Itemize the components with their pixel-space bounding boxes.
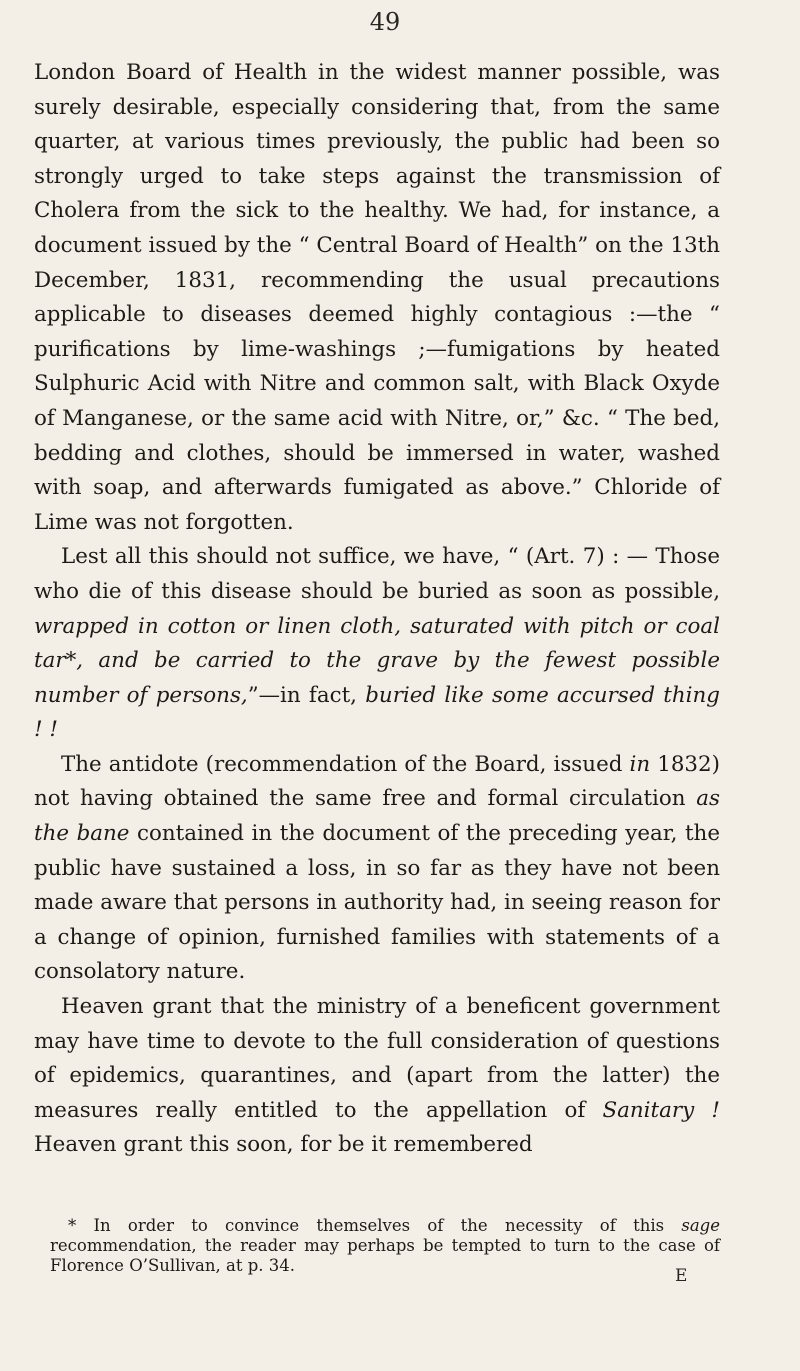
text-segment: Lest all this should not suffice, we have, “ (Art. 7) : — Those who die of this disease should be buried as soon as possible, <box>34 544 720 604</box>
paragraph-2 <box>34 540 720 748</box>
footnote-segment: * In order to convince themselves of the necessity of this <box>68 1216 682 1235</box>
text-segment: ”—in fact, <box>247 682 366 708</box>
paragraph-1 <box>34 56 720 540</box>
italic-segment: as the bane <box>34 786 720 847</box>
text-segment: 1832) not having obtained the same free and formal circulation <box>34 751 720 812</box>
signature-mark: E <box>675 1266 688 1286</box>
text-segment: contained in the document of the preceding year, the public have sustained a loss, in so far as they have not been made aware that persons in authority had, in seeing reason for a change of opinion, furnished families with statements of a consolatory nature. <box>34 821 720 985</box>
footnote-italic-segment: sage <box>681 1216 720 1235</box>
text-segment: London Board of Health in the widest manner possible, was surely desirable, especially considering that, from the same quarter, at various times previously, the public had been so strongly urged to take steps against the transmission of Cholera from the sick to the healthy. We had, for instance, a document issued by the “ Central Board of Health” on the 13th December, 1831, recommending the usual precautions applicable to diseases deemed highly contagious :—the “ purifications by lime-washings ;—fumigations by heated Sulphuric Acid with Nitre and common salt, with Black Oxyde of Manganese, or the same acid with Nitre, or,” &c. “ The bed, bedding and clothes, should be immersed in water, washed with soap, and afterwards fumigated as above.” Chloride of Lime was not forgotten. <box>34 60 720 535</box>
footnote-segment: recommendation, the reader may perhaps be tempted to turn to the case of Florence O’Sullivan, at p. 34. <box>50 1236 720 1275</box>
text-segment: Heaven grant that the ministry of a beneficent government may have time to devote to the full consideration of questions of epidemics, quarantines, and (apart from the latter) the measures really entitled to the appellation of <box>34 994 720 1123</box>
text-segment: The antidote (recommendation of the Board, issued <box>61 751 630 777</box>
paragraph-3 <box>34 748 720 990</box>
paragraph-4 <box>34 990 720 1163</box>
italic-segment: in <box>629 751 651 777</box>
italic-segment: buried like some accursed thing ! ! <box>34 682 720 743</box>
italic-segment: wrapped in cotton or linen cloth, saturated with pitch or coal tar*, and be carried to the grave by the fewest possible number of persons, <box>34 613 720 708</box>
body-text <box>34 56 720 1163</box>
footnote <box>50 1216 720 1276</box>
page-number: 49 <box>369 8 401 36</box>
text-segment: Heaven grant this soon, for be it remembered <box>34 1132 533 1158</box>
italic-segment: Sanitary ! <box>602 1097 720 1123</box>
